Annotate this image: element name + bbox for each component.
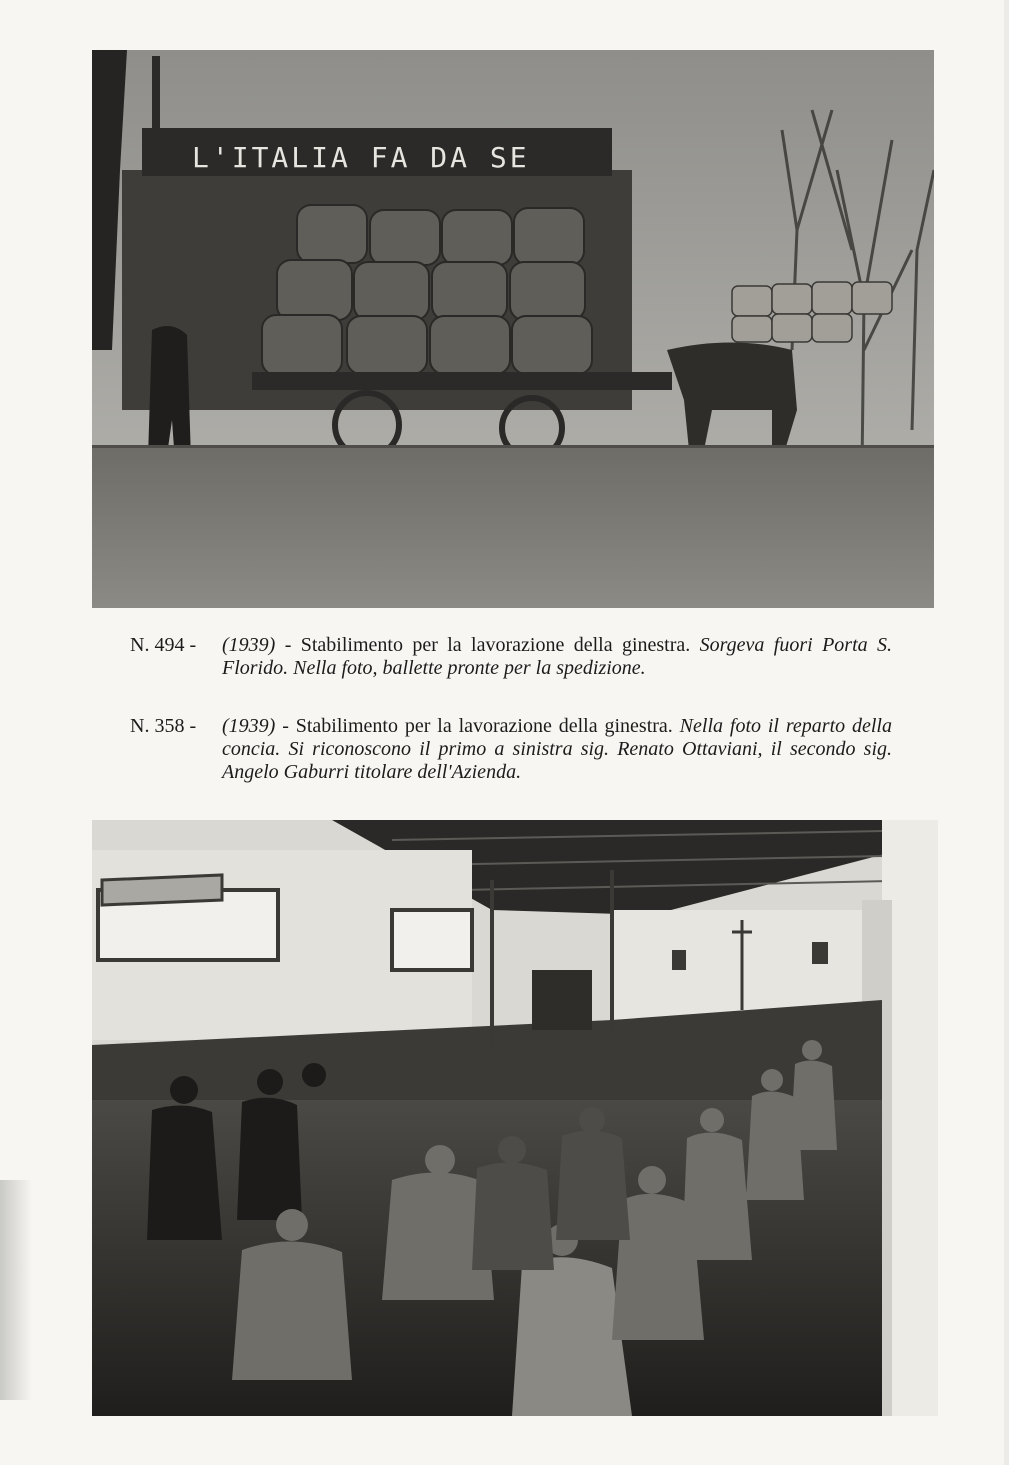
caption-photo-358: [130, 715, 892, 784]
factory-sign-text: L'ITALIA FA DA SE: [192, 141, 530, 174]
caption-italic-text: Nella foto il reparto della concia. Si riconoscono il primo a sinistra sig. Renato Ottaviani, il secondo sig. Angelo Gaburri titolare dell'Azienda.: [222, 715, 892, 783]
caption-text: - Stabilimento per la lavorazione della ginestra.: [275, 715, 680, 737]
caption-number: N. 494 -: [130, 634, 197, 656]
scan-right-edge: [1004, 0, 1009, 1465]
caption-body: [222, 634, 892, 680]
caption-year: (1939): [222, 634, 276, 656]
caption-photo-494: [130, 634, 892, 680]
caption-italic-text: Sorgeva fuori Porta S. Florido. Nella foto, ballette pronte per la spedizione.: [222, 634, 892, 679]
caption-text: - Stabilimento per la lavorazione della ginestra.: [275, 634, 700, 656]
caption-body: [222, 715, 892, 784]
photo-tanning-department: [92, 820, 938, 1416]
caption-number: N. 358 -: [130, 715, 197, 737]
caption-year: (1939): [222, 715, 276, 737]
photo-broom-bales-wagon: [92, 50, 934, 608]
scan-edge-shadow: [0, 1180, 32, 1400]
